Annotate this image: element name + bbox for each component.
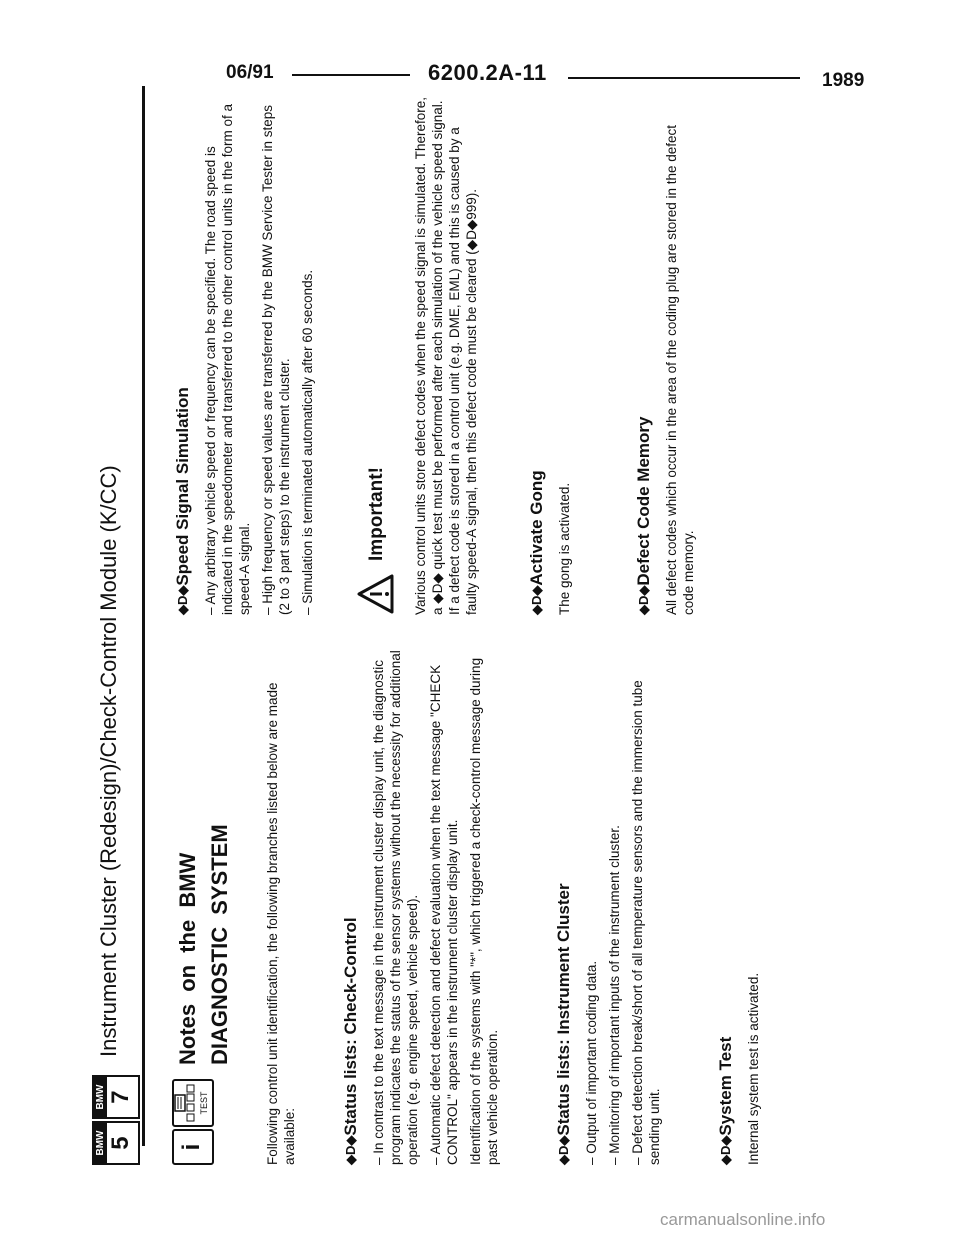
section-title: Activate Gong	[527, 470, 546, 586]
notes-title-line2: DIAGNOSTIC SYSTEM	[207, 824, 232, 1065]
section-paragraph: – Defect detection break/short of all temperature sensors and the immersion tube sending unit.	[630, 680, 662, 1165]
section-heading-activate-gong	[526, 95, 548, 615]
section-paragraph: All defect codes which occur in the area of the coding plug are stored in the defect code memory.	[664, 124, 696, 615]
info-icon: i	[172, 1129, 214, 1165]
section-paragraph: – High frequency or speed values are transferred by the BMW Service Tester in steps (2 to 3 part steps) to the instrument cluster.	[260, 105, 292, 615]
header-date: 06/91	[226, 62, 274, 83]
section-paragraph: – Any arbitrary vehicle speed or frequency can be specified. The road speed is indicated in the speedometer and transferred to the other control units in the form of a speed-A signal.	[203, 103, 252, 615]
section-paragraph: – Simulation is terminated automatically after 60 seconds.	[300, 269, 315, 615]
tester-label: TEST	[199, 1091, 209, 1115]
diamond-d-icon: ◆D◆	[636, 585, 651, 615]
section-paragraph: Identification of the systems with "*", which triggered a check-control message during past vehicle operation.	[468, 657, 500, 1165]
important-label: Important!	[366, 467, 387, 561]
left-column	[172, 645, 768, 1165]
header-year: 1989	[822, 70, 865, 91]
section-title: System Test	[716, 1036, 735, 1136]
page-title: Instrument Cluster (Redesign)/Check-Control Module (K/CC)	[96, 465, 121, 1057]
section-paragraph: – Automatic defect detection and defect evaluation when the text message "CHECK CONTROL" appears in the instrument cluster display unit.	[428, 664, 460, 1165]
section-title: Status lists: Instrument Cluster	[554, 883, 573, 1136]
section-heading-check-control	[340, 645, 362, 1165]
notes-heading	[172, 645, 264, 1165]
important-notice	[356, 95, 402, 615]
bmw-series-badge-7	[92, 1075, 140, 1119]
badge-series: 7	[107, 1090, 134, 1104]
notes-intro: Following control unit identification, the following branches listed below are made available:	[265, 682, 297, 1165]
section-paragraph: – In contrast to the text message in the instrument cluster display unit, the diagnostic program indicates the status of the sensor systems without the necessity for additional operation (e.g. engine speed, vehicle speed).	[371, 650, 420, 1165]
badge-brand: BMW	[94, 1123, 107, 1163]
diamond-d-icon: ◆D◆	[343, 1135, 358, 1165]
important-text: Various control units store defect codes when the speed signal is simulated. Therefore, a ◆D◆ quick test must be performed after each simulation of the vehicle speed signal. If a defect code is stored in a control unit (e.g. DME, EML) and this is caused by a faulty speed-A signal, then this defect code must be cleared (◆D◆999).	[413, 96, 479, 615]
section-heading-defect-code-memory	[633, 95, 655, 615]
section-heading-system-test	[715, 645, 737, 1165]
header-doc-code: 6200.2A-11	[428, 60, 547, 85]
section-paragraph: The gong is activated.	[557, 482, 572, 615]
section-title: Speed Signal Simulation	[173, 387, 192, 586]
section-paragraph: Internal system test is activated.	[746, 972, 761, 1165]
section-heading-instrument-cluster	[553, 645, 575, 1165]
diamond-d-icon: ◆D◆	[529, 585, 544, 615]
section-paragraph: – Output of important coding data.	[584, 960, 599, 1165]
badge-brand: BMW	[94, 1077, 107, 1117]
header-rule-left	[292, 74, 410, 76]
bmw-series-badge-5	[92, 1121, 140, 1165]
section-heading-speed-signal	[172, 95, 194, 615]
diamond-d-icon: ◆D◆	[175, 585, 190, 615]
section-paragraph: – Monitoring of important inputs of the instrument cluster.	[607, 825, 622, 1165]
rotated-page	[90, 95, 880, 1165]
header-rule-right	[568, 77, 800, 79]
tester-icon	[172, 1079, 214, 1127]
section-title: Status lists: Check-Control	[341, 917, 360, 1136]
diamond-d-icon: ◆D◆	[718, 1135, 733, 1165]
watermark-footer: carmanualsonline.info	[660, 1210, 826, 1229]
notes-title-line1: Notes on the BMW	[175, 852, 200, 1065]
notes-title	[172, 824, 236, 1065]
right-column	[172, 95, 703, 615]
section-title: Defect Code Memory	[634, 416, 653, 586]
badge-series: 5	[107, 1136, 134, 1150]
warning-triangle-icon	[356, 573, 396, 615]
diamond-d-icon: ◆D◆	[556, 1135, 571, 1165]
title-row	[90, 95, 136, 1165]
tester-screen-icon	[174, 1083, 196, 1123]
